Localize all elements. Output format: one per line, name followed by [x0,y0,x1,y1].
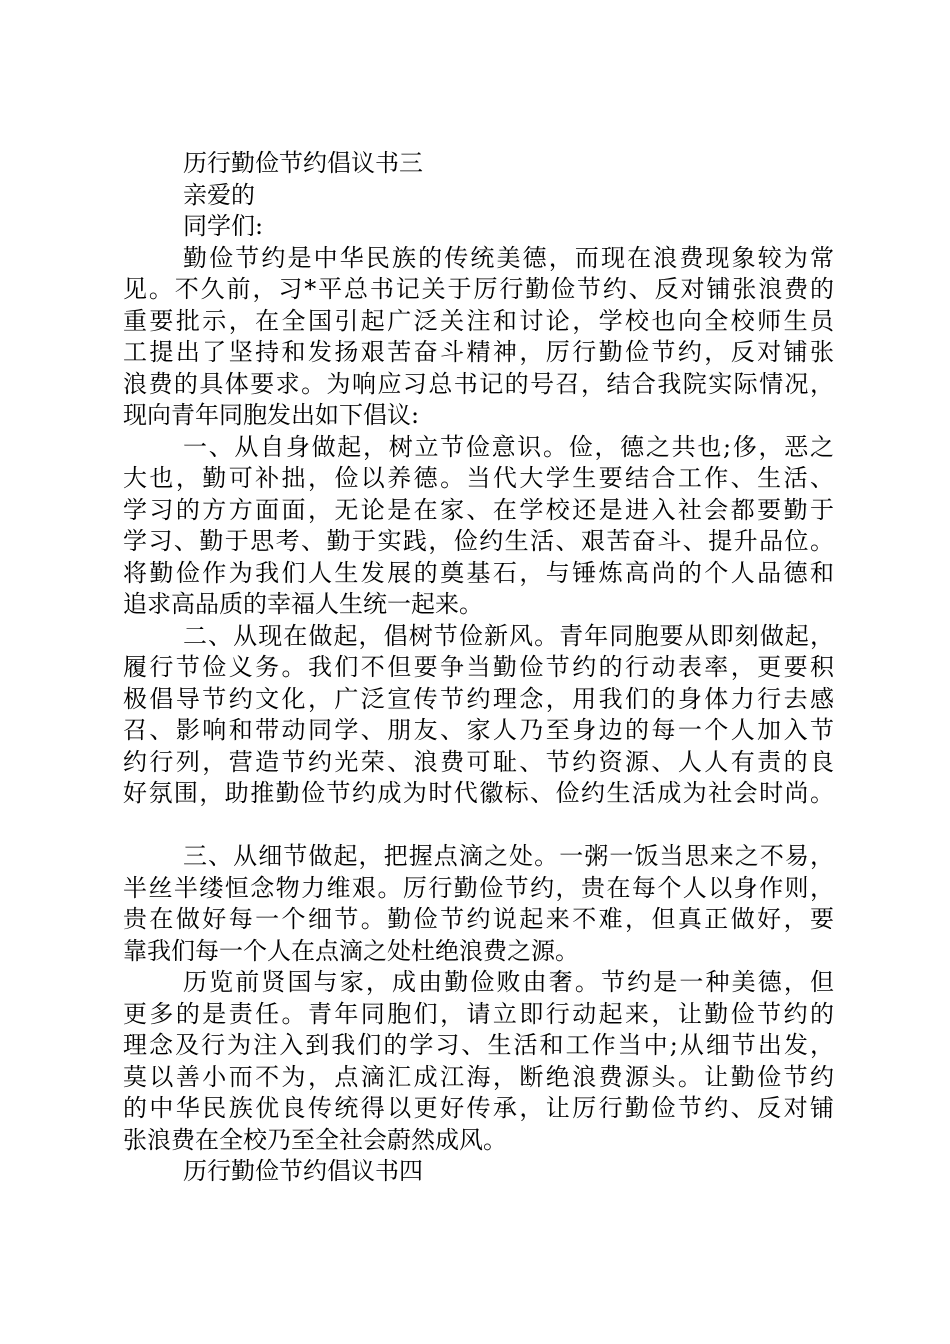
paragraph-line: 张浪费在全校乃至全社会蔚然成风。 [123,1125,507,1154]
paragraph-line: 一、从自身做起，树立节俭意识。俭，德之共也;侈，恶之 [183,432,834,461]
paragraph-line: 二、从现在做起，倡树节俭新风。青年同胞要从即刻做起， [183,621,834,650]
paragraph-line: 的中华民族优良传统得以更好传承，让厉行勤俭节约、反对铺 [123,1094,834,1122]
paragraph-line: 理念及行为注入到我们的学习、生活和工作当中;从细节出发， [123,1031,834,1059]
paragraph-line: 三、从细节做起，把握点滴之处。一粥一饭当思来之不易， [183,842,834,870]
paragraph-line: 约行列，营造节约光荣、浪费可耻、节约资源、人人有责的良 [123,747,834,776]
salutation-line: 同学们: [183,212,264,240]
paragraph-gap [123,810,834,842]
paragraph-line: 大也，勤可补拙，俭以养德。当代大学生要结合工作、生活、 [123,464,834,492]
paragraph-line: 极倡导节约文化，广泛宣传节约理念，用我们的身体力行去感 [123,684,834,713]
paragraph-line: 学习、勤于思考、勤于实践，俭约生活、艰苦奋斗、提升品位。 [123,527,834,555]
paragraph-line: 半丝半缕恒念物力维艰。厉行勤俭节约，贵在每个人以身作则， [123,873,834,902]
paragraph-line: 莫以善小而不为，点滴汇成江海，断绝浪费源头。让勤俭节约 [123,1062,834,1091]
paragraph-line: 召、影响和带动同学、朋友、家人乃至身边的每一个人加入节 [123,716,834,744]
next-section-title: 历行勤俭节约倡议书四 [183,1157,423,1185]
paragraph-line: 更多的是责任。青年同胞们，请立即行动起来，让勤俭节约的 [123,999,834,1028]
paragraph-line: 好氛围，助推勤俭节约成为时代徽标、俭约生活成为社会时尚。 [123,779,834,807]
paragraph-line: 现向青年同胞发出如下倡议: [123,401,420,429]
paragraph-line: 履行节俭义务。我们不但要争当勤俭节约的行动表率，更要积 [123,653,834,681]
paragraph-line: 追求高品质的幸福人生统一起来。 [123,590,483,618]
paragraph-line: 贵在做好每一个细节。勤俭节约说起来不难，但真正做好，要 [123,905,834,933]
paragraph-line: 靠我们每一个人在点滴之处杜绝浪费之源。 [123,936,579,965]
paragraph-line: 工提出了坚持和发扬艰苦奋斗精神，厉行勤俭节约，反对铺张 [123,338,834,366]
document-title: 历行勤俭节约倡议书三 [183,149,423,177]
document-body [123,148,834,1188]
paragraph-line: 见。不久前，习*平总书记关于厉行勤俭节约、反对铺张浪费的 [123,275,834,303]
paragraph-line: 将勤俭作为我们人生发展的奠基石，与锤炼高尚的个人品德和 [123,558,834,587]
paragraph-line: 浪费的具体要求。为响应习总书记的号召，结合我院实际情况， [123,369,834,398]
paragraph-line: 历览前贤国与家，成由勤俭败由奢。节约是一种美德，但 [183,968,834,996]
salutation-line: 亲爱的 [183,180,255,209]
paragraph-line: 重要批示，在全国引起广泛关注和讨论，学校也向全校师生员 [123,306,834,335]
paragraph-line: 勤俭节约是中华民族的传统美德，而现在浪费现象较为常 [183,243,834,272]
paragraph-line: 学习的方方面面，无论是在家、在学校还是进入社会都要勤于 [123,495,834,524]
